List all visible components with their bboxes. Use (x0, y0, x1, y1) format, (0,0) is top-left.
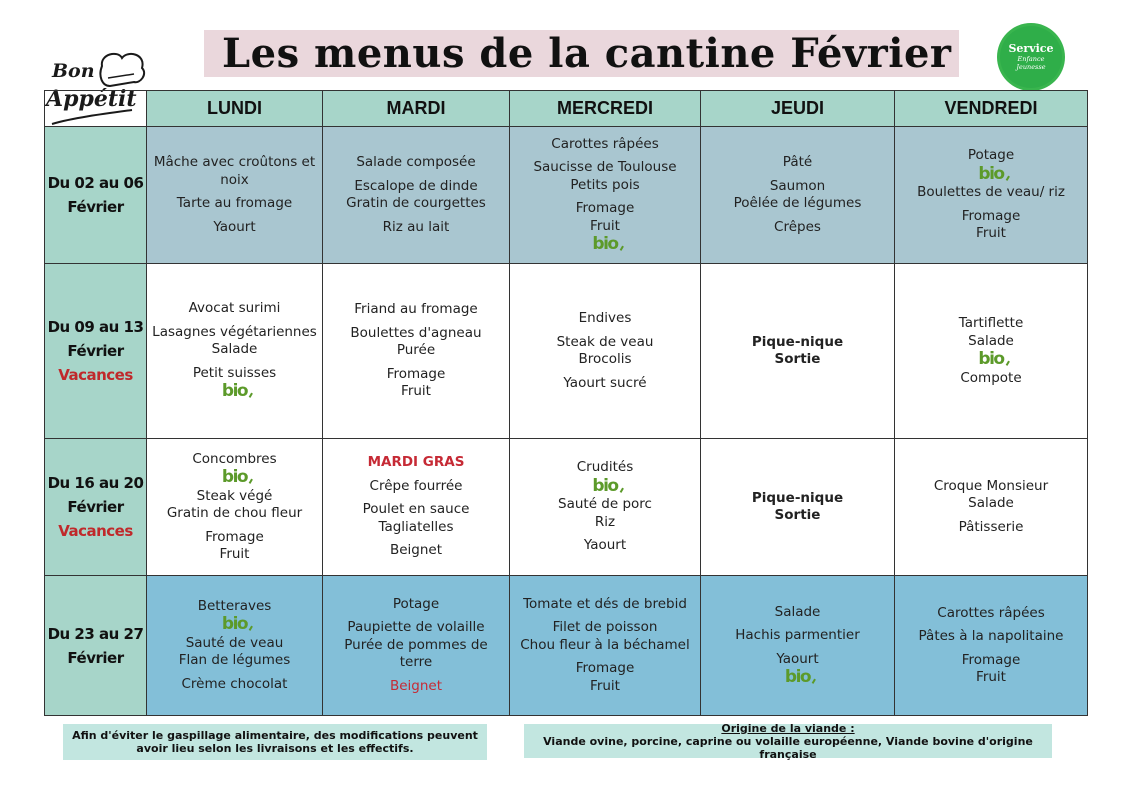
menu-item: Salade (968, 332, 1014, 349)
menu-item: Flan de légumes (178, 652, 291, 669)
corner-cell (45, 91, 147, 127)
menu-item: Crème chocolat (181, 675, 288, 692)
day-header-jeudi: JEUDI (701, 91, 895, 127)
week-label-cell (45, 576, 147, 716)
menu-course-group (898, 605, 1084, 623)
week-row (45, 576, 1088, 716)
food-waste-note (63, 724, 487, 760)
menu-item: Carottes râpées (551, 135, 659, 152)
menu-item: Fromage (961, 207, 1021, 224)
menu-course-group (326, 501, 506, 536)
menu-item: Potage (967, 147, 1015, 164)
menu-item: Saucisse de Toulouse (533, 159, 677, 175)
week-label-cell (45, 439, 147, 576)
menu-item: Lasagnes végétariennes (152, 323, 317, 340)
menu-item: Friand au fromage (354, 301, 478, 318)
menu-course-group (513, 159, 697, 194)
week-row (45, 127, 1088, 264)
menu-item: Potage (392, 595, 440, 612)
menu-course-group (513, 334, 697, 369)
menu-item: Fruit (976, 225, 1006, 242)
menu-item: Purée de pommes de terre (344, 636, 488, 671)
menu-course-group (513, 537, 697, 555)
day-header-lundi: LUNDI (147, 91, 323, 127)
menu-item: Fruit (219, 546, 250, 562)
menu-item: Pique-nique (751, 489, 844, 506)
menu-course-group (326, 678, 506, 696)
menu-course-group (150, 676, 319, 694)
menu-course-group (704, 651, 891, 688)
week-range: Du 02 au 06 (47, 174, 144, 192)
menu-course-group (326, 596, 506, 614)
menu-item: Riz (594, 513, 616, 530)
menu-item: Saumon (769, 177, 826, 194)
menu-item: Salade composée (356, 154, 476, 170)
menu-course-group (513, 459, 697, 531)
menu-course-group (704, 604, 891, 622)
menu-item: Tomate et dés de brebid (523, 595, 687, 612)
menu-item: Salade (211, 341, 258, 358)
menu-course-group (150, 451, 319, 523)
week-month: Février (67, 342, 124, 360)
vacation-label: Vacances (58, 522, 133, 540)
week-row (45, 264, 1088, 439)
menu-course-group (326, 366, 506, 401)
menu-cell-jeudi (701, 264, 895, 439)
menu-item: Poulet en sauce (362, 501, 470, 518)
menu-course-group (898, 315, 1084, 387)
week-range: Du 16 au 20 (47, 474, 144, 492)
menu-item: Hachis parmentier (735, 627, 860, 643)
menu-course-group (150, 154, 319, 189)
menu-cell-mardi (323, 439, 510, 576)
menu-item: Mâche avec croûtons et noix (153, 154, 316, 188)
menu-item: Avocat surimi (188, 300, 281, 317)
menu-item: Pâtes à la napolitaine (918, 628, 1064, 644)
menu-item: Tartiflette (958, 315, 1024, 331)
menu-course-group (704, 334, 891, 369)
menu-cell-vendredi (895, 264, 1088, 439)
menu-item: Yaourt (776, 650, 819, 667)
menu-item: Sauté de veau (185, 634, 284, 651)
page-title: Les menus de la cantine Février (222, 30, 952, 77)
menu-item: Beignet (389, 542, 443, 559)
menu-item: Gratin de courgettes (346, 195, 486, 211)
menu-item: Crudités (576, 459, 634, 476)
menu-item: Poêlée de légumes (733, 195, 862, 211)
menu-item: Chou fleur à la béchamel (520, 636, 690, 653)
menu-cell-mercredi (510, 439, 701, 576)
menu-course-group (326, 542, 506, 560)
bio-leaf-icon: bio (784, 667, 811, 687)
menu-cell-mardi (323, 127, 510, 264)
menu-course-group (326, 219, 506, 237)
menu-course-group (898, 478, 1084, 513)
menu-course-group (326, 325, 506, 360)
menu-course-group (898, 519, 1084, 537)
menu-item: Salade (968, 495, 1014, 512)
menu-course-group (150, 598, 319, 670)
bio-label-wrap (898, 165, 1084, 185)
menu-course-group (898, 652, 1084, 687)
menu-course-group (513, 596, 697, 614)
menu-cell-lundi (147, 439, 323, 576)
badge-service-text: Service (1008, 42, 1054, 55)
menu-cell-jeudi (701, 439, 895, 576)
menu-item: Fruit (976, 669, 1006, 685)
menu-course-group (898, 147, 1084, 202)
menu-course-group (326, 178, 506, 213)
bio-leaf-icon: bio (978, 349, 1004, 369)
menu-item: Compote (960, 369, 1022, 386)
menu-item: Salade (774, 603, 821, 620)
bio-leaf-icon: bio (221, 381, 248, 402)
bio-label-wrap (898, 350, 1084, 370)
meat-origin-text: Viande ovine, porcine, caprine ou volaille européenne, Viande bovine d'origine française (543, 734, 1033, 761)
menu-item: Fromage (575, 660, 635, 677)
menu-course-group (326, 454, 506, 472)
bio-leaf-icon: bio (592, 475, 618, 496)
meat-origin-note (524, 721, 1052, 761)
menu-course-group (704, 178, 891, 213)
menu-item: Pâté (782, 154, 813, 170)
menu-item: Riz au lait (382, 218, 450, 235)
week-row (45, 439, 1088, 576)
bio-label-wrap (150, 382, 319, 402)
menu-item: Steak de veau (556, 333, 654, 350)
menu-cell-mardi (323, 576, 510, 716)
menu-item: Fromage (386, 365, 446, 382)
day-header-row (45, 91, 1088, 127)
menu-course-group (326, 154, 506, 172)
menu-course-group (513, 200, 697, 255)
bio-leaf-icon: bio (221, 467, 248, 487)
menu-cell-lundi (147, 127, 323, 264)
menu-course-group (150, 195, 319, 213)
bio-label-wrap (150, 615, 319, 635)
menu-course-group (326, 478, 506, 496)
menu-item: Fruit (590, 677, 620, 694)
menu-course-group (704, 627, 891, 645)
menu-item: Sortie (774, 507, 821, 523)
menu-course-group (150, 219, 319, 237)
menu-item: Crêpes (774, 218, 821, 235)
bio-leaf-icon: bio (978, 163, 1004, 184)
bio-leaf-icon: bio (221, 614, 248, 635)
menu-course-group (150, 365, 319, 402)
week-month: Février (67, 648, 124, 667)
menu-item: Escalope de dinde (354, 177, 478, 194)
menu-item: Yaourt (213, 218, 256, 235)
menu-item: Tagliatelles (378, 518, 454, 535)
menu-item: Carottes râpées (937, 604, 1045, 621)
menu-cell-jeudi (701, 576, 895, 716)
menu-cell-jeudi (701, 127, 895, 264)
menu-course-group (326, 619, 506, 672)
menu-course-group (898, 628, 1084, 646)
menu-item: Sortie (774, 351, 821, 367)
menu-cell-mercredi (510, 264, 701, 439)
bio-label-wrap (704, 668, 891, 688)
menu-course-group (704, 490, 891, 525)
bio-leaf-icon: bio (592, 234, 618, 254)
menu-item: Beignet (389, 677, 443, 694)
menu-item: Concombres (192, 450, 277, 467)
menu-course-group (326, 301, 506, 319)
bio-label-wrap (513, 477, 697, 497)
menu-item: Boulettes de veau/ riz (917, 184, 1065, 201)
menu-cell-mardi (323, 264, 510, 439)
menu-course-group (898, 208, 1084, 243)
menu-course-group (513, 310, 697, 328)
menu-course-group (150, 324, 319, 359)
day-header-vendredi: VENDREDI (895, 91, 1088, 127)
logo-bon-text: Bon (52, 60, 95, 82)
menu-course-group (704, 219, 891, 237)
menu-course-group (150, 300, 319, 318)
menu-item: Crêpe fourrée (369, 477, 463, 494)
menu-course-group (704, 154, 891, 172)
menu-cell-mercredi (510, 576, 701, 716)
menu-item: Paupiette de volaille (347, 619, 485, 636)
menu-cell-vendredi (895, 439, 1088, 576)
menu-item: Fromage (205, 528, 264, 545)
logo-appetit-text: Appétit (46, 86, 137, 112)
menu-cell-lundi (147, 576, 323, 716)
menu-item: Endives (578, 310, 632, 326)
menu-course-group (150, 529, 319, 564)
menu-item: Purée (396, 342, 436, 359)
menu-item: Croque Monsieur (933, 477, 1049, 494)
week-range: Du 09 au 13 (47, 318, 144, 336)
menu-item: Fromage (961, 651, 1021, 668)
meat-origin-title: Origine de la viande : (721, 721, 855, 735)
week-label-cell (45, 264, 147, 439)
menu-item: Yaourt sucré (563, 374, 647, 391)
menu-item: Gratin de chou fleur (166, 505, 303, 521)
bio-label-wrap (150, 468, 319, 488)
week-range: Du 23 au 27 (47, 624, 144, 643)
menu-item: Pique-nique (751, 333, 844, 350)
week-label-cell (45, 127, 147, 264)
menu-course-group (513, 660, 697, 695)
day-header-mercredi: MERCREDI (510, 91, 701, 127)
menu-cell-mercredi (510, 127, 701, 264)
menu-item: Filet de poisson (552, 619, 658, 636)
menu-item: Betteraves (197, 597, 272, 614)
vacation-label: Vacances (58, 366, 133, 384)
menu-table (44, 90, 1088, 716)
menu-cell-vendredi (895, 127, 1088, 264)
menu-item: Pâtisserie (958, 518, 1024, 535)
day-header-mardi: MARDI (323, 91, 510, 127)
menu-item: Petits pois (570, 176, 640, 193)
badge-enfance-text: Enfance (1017, 55, 1045, 63)
menu-item: Steak végé (196, 487, 273, 504)
service-enfance-jeunesse-badge (1000, 26, 1062, 88)
menu-item: Fruit (401, 383, 431, 400)
menu-item: Yaourt (583, 537, 627, 554)
badge-jeunesse-text: Jeunesse (1016, 63, 1046, 71)
menu-course-group (513, 619, 697, 654)
menu-item: Sauté de porc (558, 496, 652, 513)
menu-course-group (513, 375, 697, 393)
week-month: Février (67, 198, 124, 216)
week-month: Février (67, 498, 124, 516)
menu-item: Petit suisses (192, 364, 277, 381)
menu-item: Boulettes d'agneau (350, 324, 482, 341)
food-waste-note-text: Afin d'éviter le gaspillage alimentaire, des modifications peuvent avoir lieu selon les livraisons et les effectifs. (72, 729, 478, 755)
bio-label-wrap (513, 235, 697, 255)
menu-cell-vendredi (895, 576, 1088, 716)
menu-course-group (513, 136, 697, 154)
menu-item: Tarte au fromage (176, 195, 293, 211)
menu-item: Brocolis (578, 351, 632, 367)
menu-item: MARDI GRAS (367, 454, 465, 471)
menu-item: Fromage (575, 200, 635, 216)
menu-cell-lundi (147, 264, 323, 439)
menu-item: Fruit (590, 217, 620, 234)
